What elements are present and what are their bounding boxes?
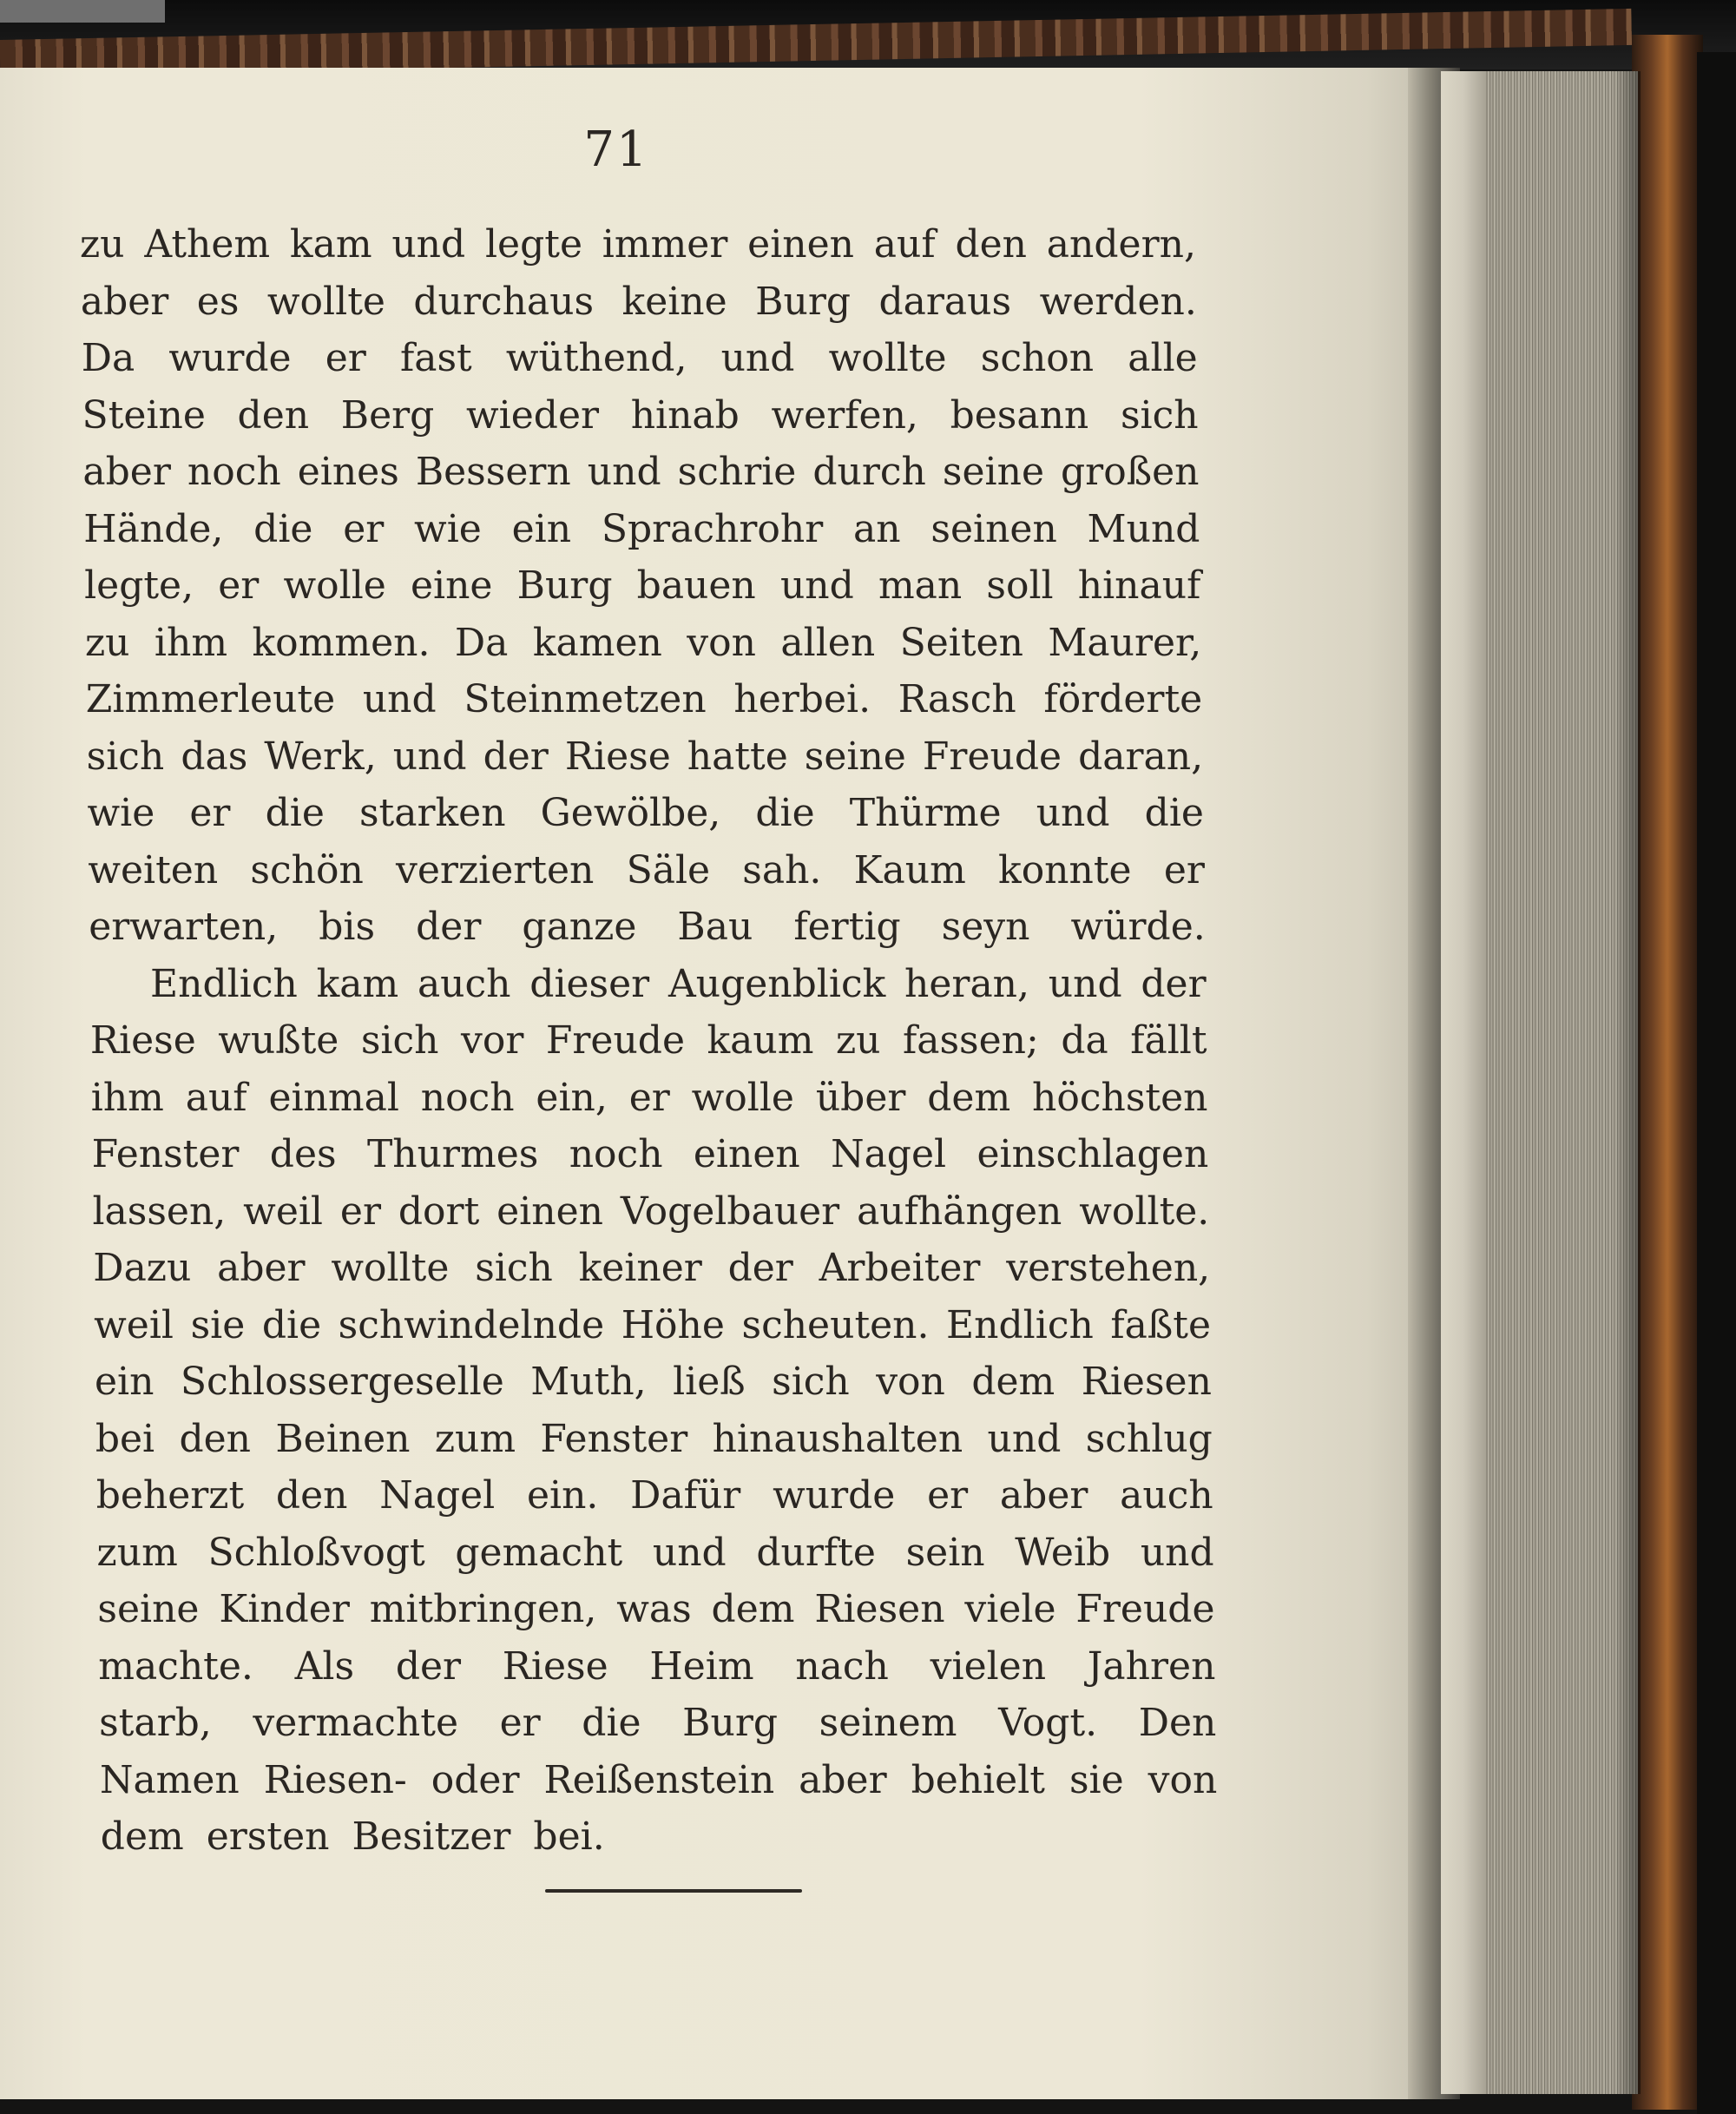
word: wolle: [691, 1075, 794, 1120]
word: er: [343, 506, 385, 551]
word: weil: [243, 1189, 324, 1234]
word: Endlich: [946, 1302, 1094, 1347]
word: Maurer,: [1048, 620, 1202, 665]
word: durchaus: [413, 279, 595, 324]
word: daraus: [878, 279, 1012, 324]
word: herbei.: [733, 677, 871, 721]
word: das: [181, 734, 248, 779]
word: verzierten: [396, 847, 595, 892]
word: konnte: [998, 847, 1132, 892]
word: die: [755, 791, 815, 835]
text-line: [95, 1356, 1212, 1408]
word: auf: [185, 1075, 247, 1120]
word: Gewölbe,: [540, 791, 721, 835]
word: behielt: [911, 1757, 1045, 1802]
word: Hände,: [83, 506, 224, 551]
text-line: [98, 1641, 1215, 1693]
word: Weib: [1015, 1530, 1111, 1575]
word: an: [853, 506, 901, 551]
word: schlug: [1085, 1416, 1213, 1461]
word: Freude: [545, 1018, 685, 1063]
text-line: [89, 901, 1206, 953]
word: weil: [94, 1302, 174, 1347]
word: fertig: [793, 905, 901, 949]
word: wüthend,: [505, 336, 687, 380]
text-line: [86, 674, 1202, 726]
page-number: 71: [583, 122, 649, 178]
word: Burg: [755, 279, 852, 324]
word: fast: [399, 336, 472, 380]
text-line: [100, 1755, 1217, 1807]
book-spine: [1632, 35, 1703, 2110]
word: daran,: [1078, 734, 1204, 779]
word: Kinder: [219, 1587, 350, 1631]
word: Kaum: [853, 847, 966, 892]
word: Höhe: [621, 1302, 725, 1347]
word: ihm: [154, 620, 228, 665]
text-line: [92, 1129, 1209, 1181]
word: und: [652, 1530, 727, 1575]
text-line: [95, 1413, 1213, 1465]
word: Rasch: [898, 677, 1016, 721]
word: aber: [82, 450, 171, 494]
word: Thürme: [849, 791, 1002, 835]
word: kam: [316, 961, 399, 1006]
word: schön: [250, 847, 364, 892]
word: sich: [86, 734, 165, 779]
word: es: [196, 279, 240, 324]
word: heran,: [904, 961, 1029, 1006]
word: Fenster: [91, 1132, 240, 1176]
word: Thurmes: [366, 1132, 539, 1176]
word: bei: [95, 1416, 155, 1461]
word: Riesen-: [263, 1757, 407, 1802]
word: einschlagen: [976, 1132, 1209, 1176]
word: Den: [1138, 1701, 1217, 1745]
word: höchsten: [1032, 1075, 1208, 1120]
word: machte.: [98, 1643, 253, 1689]
text-line: [91, 1072, 1208, 1124]
word: er: [325, 336, 366, 380]
word: auch: [417, 961, 511, 1006]
word: die: [265, 791, 325, 835]
word: förderte: [1043, 677, 1203, 721]
word: oder: [431, 1757, 520, 1802]
text-line: [92, 1186, 1209, 1238]
word: er: [189, 791, 231, 835]
word: er: [339, 1189, 381, 1234]
word: und: [1036, 791, 1110, 835]
word: Besitzer: [352, 1814, 511, 1859]
word: die: [261, 1302, 322, 1347]
word: allen: [780, 620, 876, 665]
word: Fenster: [540, 1416, 688, 1461]
background-tab: [0, 0, 165, 23]
word: beherzt: [95, 1473, 245, 1518]
word: dem: [971, 1360, 1055, 1404]
word: Steinmetzen: [464, 677, 707, 721]
word: scheuten.: [741, 1302, 930, 1347]
word: die: [253, 506, 313, 551]
word: bei.: [533, 1814, 605, 1859]
word: wollte: [331, 1246, 450, 1290]
back-cover: [1697, 52, 1736, 2114]
word: noch: [420, 1075, 515, 1120]
word: über: [815, 1075, 906, 1120]
word: vor: [460, 1018, 524, 1063]
word: seinem: [819, 1701, 957, 1745]
word: lassen,: [92, 1189, 227, 1234]
text-line: [101, 1811, 1218, 1863]
word: sich: [360, 1018, 439, 1063]
word: durch: [812, 450, 926, 494]
word: von: [687, 620, 756, 665]
word: Mund: [1087, 506, 1200, 551]
word: und: [1048, 961, 1122, 1006]
word: dort: [398, 1189, 480, 1234]
word: ganze: [522, 905, 637, 949]
word: einen: [747, 222, 854, 267]
word: er: [1163, 847, 1205, 892]
word: er: [499, 1701, 541, 1745]
word: sein: [905, 1530, 985, 1575]
word: der: [1141, 961, 1207, 1006]
word: schrie: [677, 450, 797, 494]
word: was: [616, 1587, 692, 1631]
word: Nagel: [831, 1132, 947, 1176]
word: hinauf: [1077, 563, 1201, 608]
word: dem: [711, 1587, 795, 1631]
word: Als: [294, 1643, 355, 1689]
text-line: [97, 1584, 1214, 1636]
word: Augenblick: [667, 961, 886, 1006]
text-line: [82, 446, 1199, 498]
word: starb,: [99, 1701, 212, 1745]
word: der: [483, 734, 549, 779]
word: er: [628, 1075, 670, 1120]
word: er: [927, 1473, 969, 1518]
word: aber: [799, 1757, 887, 1802]
word: zu: [80, 222, 125, 267]
word: Zimmerleute: [85, 677, 336, 721]
text-line: [87, 731, 1203, 783]
word: ein: [511, 506, 572, 551]
word: Dazu: [93, 1246, 192, 1290]
word: aber: [217, 1246, 306, 1290]
word: viele: [964, 1587, 1056, 1631]
text-line: [85, 617, 1201, 669]
word: Namen: [99, 1757, 240, 1802]
word: eines: [297, 450, 399, 494]
word: Schloßvogt: [207, 1530, 425, 1575]
word: Burg: [516, 563, 613, 608]
word: dem: [927, 1075, 1011, 1120]
word: aber: [80, 279, 169, 324]
word: alle: [1128, 336, 1198, 380]
word: der: [416, 905, 482, 949]
word: einmal: [268, 1075, 399, 1120]
word: verstehen,: [1006, 1246, 1211, 1290]
word: werfen,: [771, 392, 918, 438]
word: sie: [190, 1302, 246, 1347]
word: des: [269, 1132, 337, 1176]
word: Riesen: [1081, 1360, 1212, 1404]
word: seinen: [930, 506, 1057, 551]
word: großen: [1061, 450, 1200, 494]
word: schon: [980, 336, 1095, 380]
word: Berg: [340, 392, 435, 438]
word: legte,: [84, 563, 194, 608]
next-leaf-edge: [1441, 71, 1486, 2094]
word: und: [587, 450, 661, 494]
word: Vogt.: [998, 1701, 1098, 1745]
word: hatte: [687, 734, 788, 779]
word: würde.: [1070, 905, 1206, 949]
word: Reißenstein: [543, 1757, 775, 1802]
word: Da: [81, 336, 135, 380]
word: von: [876, 1360, 945, 1404]
word: der: [727, 1246, 793, 1290]
word: soll: [986, 563, 1054, 608]
word: wieder: [466, 392, 600, 438]
word: kam: [289, 222, 372, 267]
word: den: [179, 1416, 251, 1461]
word: wollte.: [1079, 1189, 1210, 1234]
word: Muth,: [530, 1360, 647, 1404]
word: Vogelbauer: [620, 1189, 840, 1234]
word: gemacht: [455, 1530, 623, 1575]
word: Bau: [677, 905, 753, 949]
word: auch: [1120, 1473, 1213, 1518]
word: Endlich: [150, 961, 298, 1006]
word: sah.: [742, 847, 822, 892]
word: bis: [319, 905, 376, 949]
word: Freude: [922, 734, 1062, 779]
word: Jahren: [1087, 1643, 1216, 1689]
text-line: [88, 787, 1205, 840]
word: hinab: [630, 392, 740, 438]
word: und: [720, 336, 795, 380]
word: fällt: [1130, 1018, 1207, 1063]
word: und: [779, 563, 854, 608]
word: die: [1144, 791, 1204, 835]
text-line: [150, 958, 1207, 1011]
word: dieser: [529, 961, 650, 1006]
word: seyn: [941, 905, 1030, 949]
word: Riesen: [814, 1587, 945, 1631]
word: aufhängen: [857, 1189, 1062, 1234]
word: Seiten: [899, 620, 1023, 665]
word: faßte: [1110, 1302, 1211, 1347]
word: sich: [1120, 392, 1199, 438]
word: bauen: [636, 563, 756, 608]
text-line: [97, 1527, 1214, 1579]
text-line: [84, 560, 1200, 612]
word: zum: [96, 1530, 178, 1575]
word: andern,: [1046, 222, 1196, 267]
word: Riese: [564, 734, 671, 779]
word: von: [1147, 1757, 1218, 1802]
word: immer: [602, 222, 728, 267]
word: Freude: [1075, 1587, 1215, 1631]
word: Riese: [89, 1018, 196, 1063]
word: weiten: [88, 847, 219, 892]
word: ersten: [206, 1814, 330, 1859]
text-line: [96, 1470, 1213, 1522]
word: und: [1140, 1530, 1214, 1575]
word: Beinen: [275, 1416, 411, 1461]
word: sie: [1069, 1757, 1124, 1802]
end-rule: [545, 1889, 802, 1893]
word: den: [955, 222, 1027, 267]
word: kamen: [532, 620, 662, 665]
word: wurde: [168, 336, 292, 380]
word: den: [237, 392, 310, 438]
word: noch: [569, 1132, 663, 1176]
word: ein: [95, 1360, 155, 1404]
word: wußte: [218, 1018, 339, 1063]
word: keiner: [578, 1246, 702, 1290]
word: nach: [795, 1643, 889, 1689]
text-line: [80, 219, 1196, 271]
word: einen: [496, 1189, 603, 1234]
word: eine: [410, 563, 493, 608]
word: zu: [835, 1018, 881, 1063]
text-line: [99, 1697, 1216, 1749]
text-line: [83, 504, 1200, 556]
word: durfte: [756, 1530, 876, 1575]
text-line: [93, 1242, 1210, 1294]
word: Heim: [649, 1643, 754, 1689]
word: man: [878, 563, 963, 608]
word: die: [582, 1701, 641, 1745]
word: keine: [621, 279, 727, 324]
word: der: [395, 1643, 462, 1689]
word: Riese: [502, 1643, 608, 1689]
word: seine: [942, 450, 1044, 494]
word: starken: [358, 791, 506, 835]
word: wollte: [266, 279, 385, 324]
word: Steine: [82, 392, 206, 438]
word: vermachte: [253, 1701, 458, 1745]
word: kaum: [707, 1018, 814, 1063]
word: wie: [414, 506, 482, 551]
text-line: [82, 390, 1199, 442]
word: auf: [873, 222, 936, 267]
word: Werk,: [264, 734, 377, 779]
word: wurde: [773, 1473, 896, 1518]
word: ein.: [526, 1473, 599, 1518]
word: mitbringen,: [369, 1587, 597, 1631]
word: Säle: [626, 847, 711, 892]
word: dem: [100, 1814, 184, 1859]
word: den: [275, 1473, 348, 1518]
word: werden.: [1039, 279, 1197, 324]
word: ein,: [536, 1075, 608, 1120]
text-line: [82, 333, 1198, 385]
word: fassen;: [902, 1018, 1039, 1063]
word: Nagel: [379, 1473, 496, 1518]
text-line: [90, 1015, 1207, 1067]
word: wolle: [283, 563, 386, 608]
word: legte: [484, 222, 582, 267]
word: einen: [693, 1132, 800, 1176]
word: und: [391, 222, 466, 267]
word: besann: [950, 392, 1089, 438]
word: hinaushalten: [712, 1416, 963, 1461]
page-block-shadow: [1614, 71, 1641, 2094]
word: vielen: [930, 1643, 1047, 1689]
word: wie: [87, 791, 155, 835]
word: aber: [999, 1473, 1088, 1518]
word: noch: [187, 450, 281, 494]
word: schwindelnde: [338, 1302, 605, 1347]
word: er: [218, 563, 260, 608]
word: wollte: [828, 336, 947, 380]
word: und: [987, 1416, 1062, 1461]
word: Da: [454, 620, 509, 665]
word: da: [1061, 1018, 1108, 1063]
text-line: [88, 845, 1205, 897]
word: Bessern: [415, 450, 571, 494]
word: ihm: [90, 1075, 164, 1120]
word: und: [362, 677, 437, 721]
word: zum: [434, 1416, 516, 1461]
word: ließ: [673, 1360, 746, 1404]
word: Schlossergeselle: [180, 1360, 504, 1404]
word: sich: [475, 1246, 553, 1290]
word: Athem: [144, 222, 271, 267]
word: Arbeiter: [819, 1246, 981, 1290]
text-line: [81, 276, 1197, 328]
word: sich: [772, 1360, 850, 1404]
word: Dafür: [630, 1473, 741, 1518]
word: Sprachrohr: [601, 506, 824, 551]
word: und: [392, 734, 467, 779]
text-line: [94, 1300, 1211, 1352]
word: Burg: [682, 1701, 779, 1745]
word: seine: [97, 1587, 200, 1631]
word: zu: [84, 620, 130, 665]
word: seine: [804, 734, 906, 779]
word: erwarten,: [89, 905, 279, 949]
word: kommen.: [252, 620, 431, 665]
